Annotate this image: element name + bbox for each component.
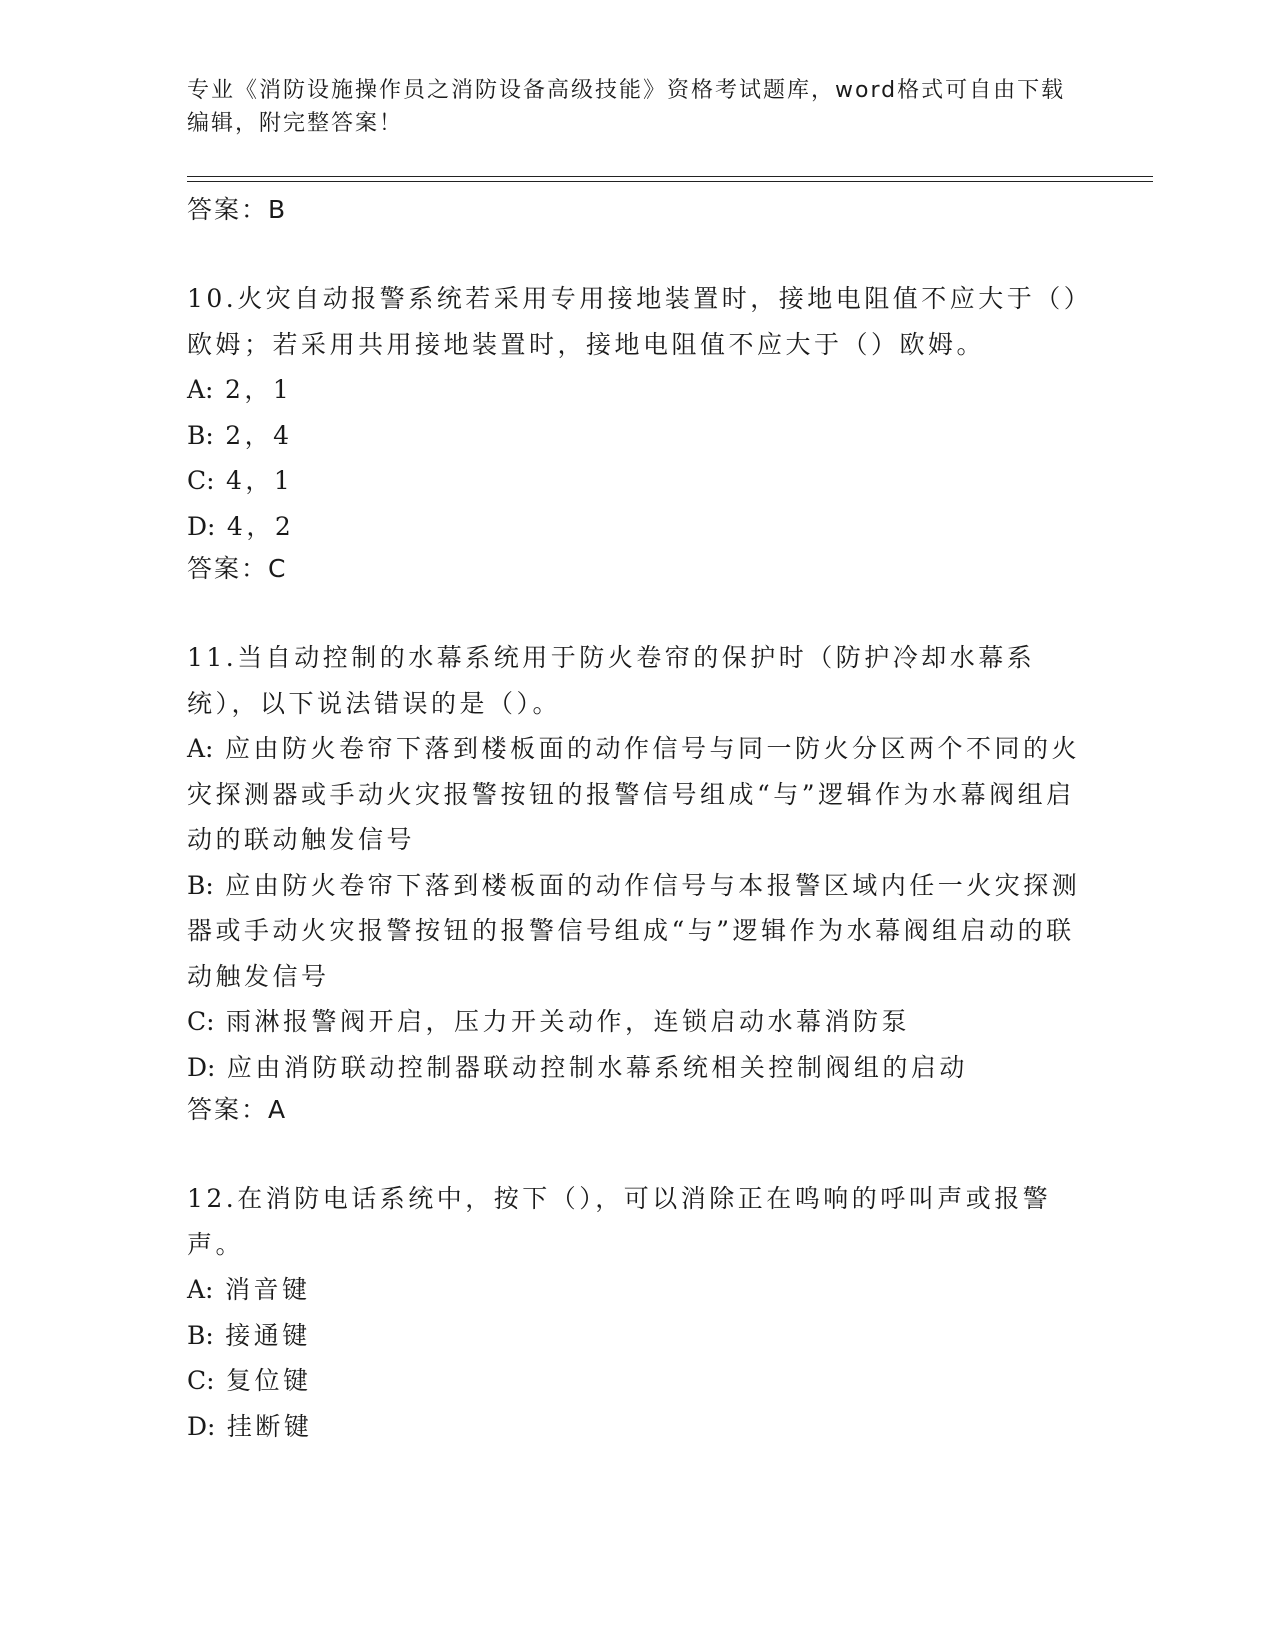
question-10 [187, 276, 1087, 589]
header-rule-top [187, 176, 1153, 177]
question-12 [187, 1176, 1087, 1449]
option-label: A: [187, 1275, 214, 1304]
option-c [187, 1358, 1087, 1404]
option-label: A: [187, 375, 214, 404]
option-b [187, 413, 1087, 459]
answer-line: 答案：C [187, 554, 288, 583]
option-label: B: [187, 870, 214, 900]
question-text: 11.当自动控制的水幕系统用于防火卷帘的保护时（防护冷却水幕系统），以下说法错误的是（）。 [187, 643, 1036, 718]
answer-line: 答案：B [187, 195, 288, 224]
option-text: 应由防火卷帘下落到楼板面的动作信号与本报警区域内任一火灾探测器或手动火灾报警按钮的报警信号组成“与”逻辑作为水幕阀组启动的联动触发信号 [187, 870, 1081, 991]
option-text: 2，4 [225, 420, 293, 450]
option-label: C: [187, 1366, 215, 1395]
option-d [187, 1404, 1087, 1450]
option-c [187, 999, 1087, 1045]
option-b [187, 863, 1087, 1000]
question-11 [187, 635, 1087, 1130]
option-label: D: [187, 511, 216, 541]
option-text: 雨淋报警阀开启，压力开关动作，连锁启动水幕消防泵 [226, 1007, 911, 1036]
option-c [187, 458, 1087, 504]
option-text: 应由消防联动控制器联动控制水幕系统相关控制阀组的启动 [226, 1052, 968, 1082]
answer-line: 答案：A [187, 1095, 288, 1124]
option-d [187, 1045, 1087, 1091]
question-text: 12.在消防电话系统中，按下（），可以消除正在鸣响的呼叫声或报警声。 [187, 1184, 1052, 1259]
option-label: C: [187, 466, 215, 495]
option-label: B: [187, 1320, 214, 1350]
option-text: 消音键 [224, 1275, 311, 1304]
option-a [187, 367, 1087, 413]
option-a [187, 1267, 1087, 1313]
option-label: C: [187, 1007, 215, 1036]
option-text: 复位键 [226, 1366, 312, 1395]
question-text: 10.火灾自动报警系统若采用专用接地装置时，接地电阻值不应大于（）欧姆；若采用共用接地装置时，接地电阻值不应大于（）欧姆。 [187, 284, 1080, 359]
option-label: B: [187, 420, 214, 450]
question-list [187, 190, 1087, 1449]
document-header: 专业《消防设施操作员之消防设备高级技能》资格考试题库，word格式可自由下载编辑，附完整答案！ [187, 78, 1066, 136]
option-b [187, 1313, 1087, 1359]
option-a [187, 726, 1087, 863]
option-label: A: [187, 734, 214, 763]
option-text: 挂断键 [226, 1411, 313, 1441]
option-text: 4，2 [226, 511, 295, 541]
option-text: 2，1 [224, 375, 293, 404]
option-d [187, 504, 1087, 550]
header-rule-bottom [187, 181, 1153, 182]
option-text: 接通键 [225, 1320, 311, 1350]
option-text: 4，1 [226, 466, 294, 495]
option-label: D: [187, 1411, 216, 1441]
option-label: D: [187, 1052, 216, 1082]
option-text: 应由防火卷帘下落到楼板面的动作信号与同一防火分区两个不同的火灾探测器或手动火灾报警按钮的报警信号组成“与”逻辑作为水幕阀组启动的联动触发信号 [187, 734, 1080, 854]
